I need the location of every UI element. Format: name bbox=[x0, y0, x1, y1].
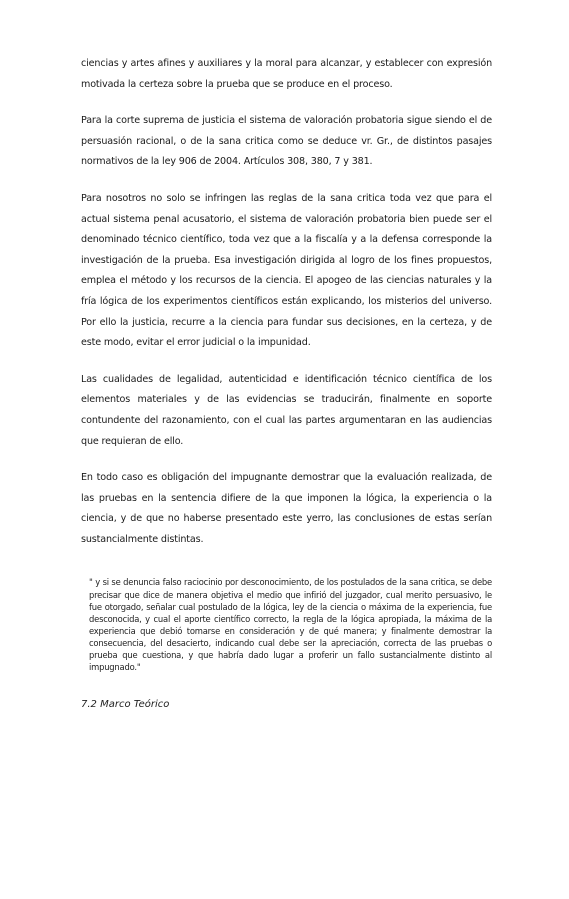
paragraph-1: ciencias y artes afines y auxiliares y la moral para alcanzar, y establecer con expresión motivada la certeza sobre la prueba que se produce en el proceso. bbox=[81, 58, 492, 90]
document-page bbox=[81, 54, 492, 710]
paragraph-5: En todo caso es obligación del impugnante demostrar que la evaluación realizada, de las pruebas en la sentencia difiere de la que imponen la lógica, la experiencia o la ciencia, y de que no haberse presentado este yerro, las conclusiones de estas serían sustancialmente distintas. bbox=[81, 472, 492, 545]
section-heading: 7.2 Marco Teórico bbox=[81, 699, 170, 711]
paragraph-3: Para nosotros no solo se infringen las reglas de la sana critica toda vez que para el actual sistema penal acusatorio, el sistema de valoración probatoria bien puede ser el denominado técnico científico, toda vez que a la fiscalía y a la defensa corresponde la investigación de la prueba. Esa investigación dirigida al logro de los fines propuestos, emplea el método y los recursos de la ciencia. El apogeo de las ciencias naturales y la fría lógica de los experimentos científicos están explicando, los misterios del universo. Por ello la justicia, recurre a la ciencia para fundar sus decisiones, en la certeza, y de este modo, evitar el error judicial o la impunidad. bbox=[81, 192, 492, 349]
paragraph-4: Las cualidades de legalidad, autenticidad e identificación técnico científica de los elementos materiales y de las evidencias se traducirán, finalmente en soporte contundente del razonamiento, con el cual las partes argumentaran en las audiencias que requieran de ello. bbox=[81, 373, 492, 447]
block-quote: " y si se denuncia falso raciocinio por desconocimiento, de los postulados de la sana critica, se debe precisar que dice de manera objetiva el medio que infirió del juzgador, cual merito persuasivo, le fue otorgado, señalar cual postulado de la lógica, ley de la ciencia o máxima de la experiencia, fue desconocida, y cual el aporte científico correcto, la regla de la lógica apropiada, la máxima de la experiencia que debió tomarse en consideración y de qué manera; y finalmente demostrar la consecuencia, del desacierto, indicando cual debe ser la apreciación, correcta de las pruebas o prueba que cuestiona, y que habría dado lugar a proferir un fallo sustancialmente distinto al impugnado." bbox=[89, 577, 492, 673]
paragraph-2: Para la corte suprema de justicia el sistema de valoración probatoria sigue siendo el de persuasión racional, o de la sana critica como se deduce vr. Gr., de distintos pasajes normativos de la ley 906 de 2004. Artículos 308, 380, 7 y 381. bbox=[81, 115, 492, 168]
